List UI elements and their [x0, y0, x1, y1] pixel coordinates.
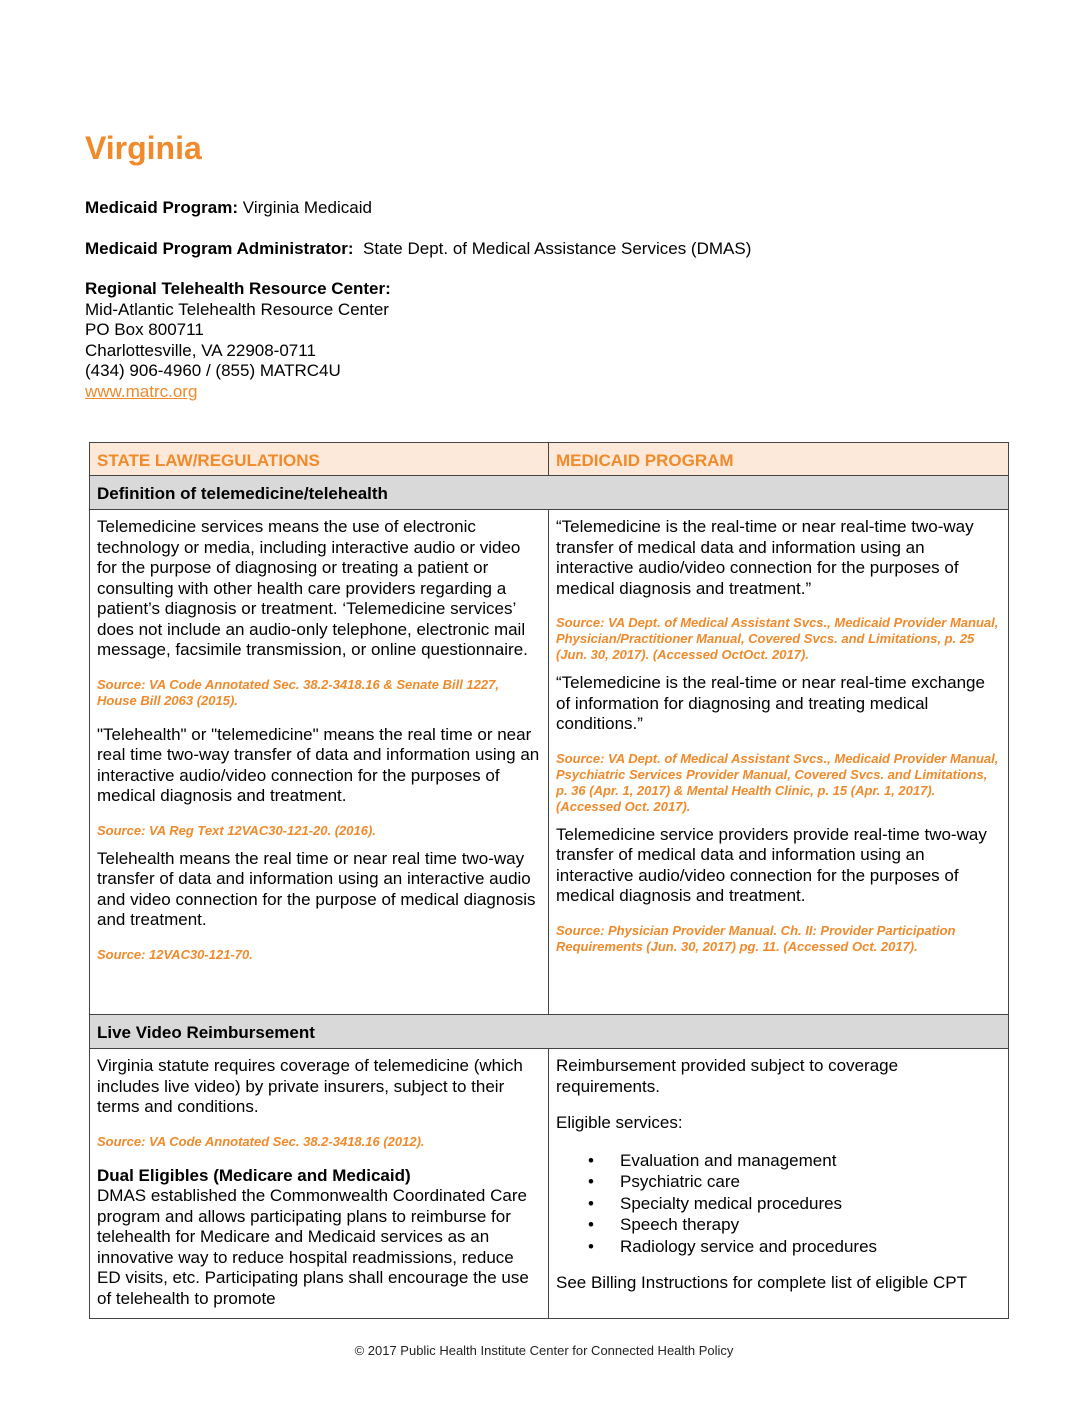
state-definition-source: Source: VA Reg Text 12VAC30-121-20. (2016).	[97, 822, 376, 838]
medicaid-program-line	[85, 198, 372, 219]
eligible-services-label: Eligible services:	[556, 1113, 683, 1132]
list-item: • Radiology service and procedures	[620, 1236, 1001, 1258]
resource-center-po-box: PO Box 800711	[85, 320, 204, 339]
section-row-definition	[90, 476, 1009, 510]
resource-center-name: Mid-Atlantic Telehealth Resource Center	[85, 299, 389, 319]
medicaid-administrator-line	[85, 239, 751, 260]
live-video-content-row	[90, 1049, 1009, 1319]
resource-center-phone: (434) 906-4960 / (855) MATRC4U	[85, 361, 341, 380]
medicaid-definition-text: “Telemedicine is the real-time or near real-time two-way transfer of medical data and information using an interactive audio/video connection for the purposes of medical diagnosis and treatment.”	[556, 517, 974, 598]
eligible-services-list	[556, 1150, 1001, 1258]
policy-table	[89, 442, 1009, 1319]
definition-medicaid-cell	[549, 510, 1009, 1015]
page-title: Virginia	[85, 130, 202, 166]
administrator-label: Medicaid Program Administrator:	[85, 239, 354, 258]
list-item: • Speech therapy	[620, 1214, 1001, 1236]
live-video-state-law-cell	[90, 1049, 549, 1319]
resource-center-link[interactable]: www.matrc.org	[85, 381, 198, 401]
state-definition-source: Source: VA Code Annotated Sec. 38.2-3418.16 & Senate Bill 1227, House Bill 2063 (2015).	[97, 676, 499, 708]
medicaid-definition-source: Source: VA Dept. of Medical Assistant Svcs., Medicaid Provider Manual, Psychiatric Services Provider Manual, Covered Svcs. and Limitations, p. 36 (Apr. 1, 2017) & Mental Health Clinic, p. 15 (Apr. 1, 2017). (Accessed Oct. 2017).	[556, 750, 999, 814]
state-definition-text: Telemedicine services means the use of electronic technology or media, including interactive audio or video for the purpose of diagnosing or treating a patient or consulting with other health care providers regarding a patient’s diagnosis or treatment. ‘Telemedicine services’ does not include an audio-only telephone, electronic mail message, facsimile transmission, or online questionnaire.	[97, 517, 528, 659]
resource-center-block	[85, 279, 391, 402]
medicaid-program-label: Medicaid Program:	[85, 198, 239, 217]
state-live-video-text: Virginia statute requires coverage of telemedicine (which includes live video) by private insurers, subject to their terms and conditions.	[97, 1056, 523, 1116]
resource-center-city: Charlottesville, VA 22908-0711	[85, 340, 316, 360]
medicaid-definition-text: “Telemedicine is the real-time or near real-time exchange of information for diagnosing and treating medical conditions.”	[556, 673, 985, 733]
billing-note: See Billing Instructions for complete list of eligible CPT	[556, 1273, 968, 1292]
dual-eligibles-heading: Dual Eligibles (Medicare and Medicaid)	[97, 1165, 411, 1185]
list-item: • Psychiatric care	[620, 1171, 1001, 1193]
section-title-live-video: Live Video Reimbursement	[90, 1015, 1009, 1049]
dual-eligibles-text: DMAS established the Commonwealth Coordinated Care program and allows participating plans to reimburse for telehealth for Medicare and Medicaid services as an innovative way to reduce hospital readmissions, reduce ED visits, etc. Participating plans shall encourage the use of telehealth to promote	[97, 1186, 529, 1308]
resource-center-label: Regional Telehealth Resource Center:	[85, 279, 391, 298]
state-definition-text: Telehealth means the real time or near real time two-way transfer of data and information using an interactive audio and video connection for the purpose of medical diagnosis and treatment.	[97, 848, 536, 929]
list-item: • Specialty medical procedures	[620, 1193, 1001, 1215]
medicaid-definition-source: Source: Physician Provider Manual. Ch. II: Provider Participation Requirements (Jun. 30, 2017) pg. 11. (Accessed Oct. 2017).	[556, 922, 956, 954]
page-footer: © 2017 Public Health Institute Center for Connected Health Policy	[354, 1343, 734, 1358]
medicaid-definition-text: Telemedicine service providers provide real-time two-way transfer of medical data and information using an interactive audio/video connection for the purposes of medical diagnosis and treatment.	[556, 824, 987, 905]
table-header-row	[90, 443, 1009, 476]
medicaid-program-value: Virginia Medicaid	[242, 198, 372, 217]
section-row-live-video	[90, 1015, 1009, 1049]
state-definition-text: "Telehealth" or "telemedicine" means the real time or near real time two-way transfer of data and information using an interactive audio/video connection for the purposes of medical diagnosis and treatment.	[97, 724, 540, 805]
administrator-value: State Dept. of Medical Assistance Services (DMAS)	[363, 239, 752, 258]
header-state-law: STATE LAW/REGULATIONS	[90, 443, 549, 476]
section-title-definition: Definition of telemedicine/telehealth	[90, 476, 1009, 510]
live-video-medicaid-cell	[549, 1049, 1009, 1319]
state-live-video-source: Source: VA Code Annotated Sec. 38.2-3418.16 (2012).	[97, 1133, 425, 1149]
definition-content-row	[90, 510, 1009, 1015]
list-item: • Evaluation and management	[620, 1150, 1001, 1172]
medicaid-definition-source: Source: VA Dept. of Medical Assistant Svcs., Medicaid Provider Manual, Physician/Practitioner Manual, Covered Svcs. and Limitations, p. 25 (Jun. 30, 2017). (Accessed OctOct. 2017).	[556, 615, 999, 662]
state-definition-source: Source: 12VAC30-121-70.	[97, 946, 253, 962]
definition-state-law-cell	[90, 510, 549, 1015]
reimbursement-intro: Reimbursement provided subject to coverage requirements.	[556, 1056, 899, 1096]
header-medicaid-program: MEDICAID PROGRAM	[549, 443, 1009, 476]
